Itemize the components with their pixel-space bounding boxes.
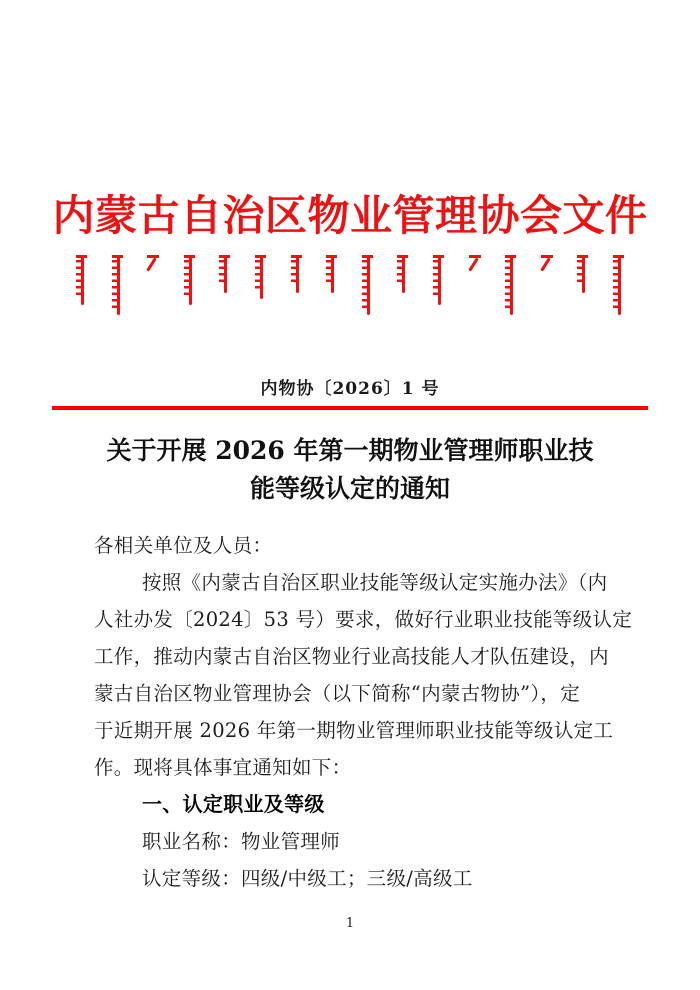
mongolian-glyph (147, 255, 159, 273)
mongolian-glyph (505, 255, 516, 315)
mongolian-glyph (613, 255, 624, 315)
mongolian-glyph (577, 255, 588, 293)
mongolian-glyph (469, 255, 481, 273)
mongolian-glyph (255, 255, 266, 299)
mongolian-glyph (76, 255, 87, 305)
document-body (94, 527, 633, 897)
list-item: 职业名称：物业管理师 (142, 830, 341, 853)
body-line: 工作，推动内蒙古自治区物业行业高技能人才队伍建设，内 (94, 645, 609, 668)
page-number: 1 (345, 916, 355, 931)
section-heading: 一、认定职业及等级 (142, 792, 325, 816)
list-item: 认定等级：四级/中级工；三级/高级工 (142, 867, 473, 890)
mongolian-glyph (397, 255, 408, 293)
mongolian-glyph (326, 255, 337, 293)
body-line: 于近期开展 2026 年第一期物业管理师职业技能等级认定工 (94, 719, 614, 742)
body-line: 人社办发〔2024〕53 号）要求，做好行业职业技能等级认定 (94, 608, 633, 631)
body-line: 按照《内蒙古自治区职业技能等级认定实施办法》（内 (142, 571, 608, 594)
document-number: 内物协〔2026〕1 号 (260, 379, 440, 399)
mongolian-glyph (219, 255, 230, 293)
mongolian-script-decoration (76, 255, 624, 319)
red-separator-line (52, 406, 648, 410)
body-line: 作。现将具体事宜通知如下： (94, 756, 352, 779)
mongolian-glyph (362, 255, 373, 315)
mongolian-glyph (291, 255, 302, 293)
mongolian-glyph (112, 255, 123, 315)
document-title-line1: 关于开展 2026 年第一期物业管理师职业技 (106, 436, 594, 465)
salutation: 各相关单位及人员： (94, 534, 273, 557)
body-line: 蒙古自治区物业管理协会（以下简称“内蒙古物协”），定 (94, 682, 580, 705)
mongolian-glyph (541, 255, 553, 273)
mongolian-glyph (433, 255, 444, 305)
org-document-header: 内蒙古自治区物业管理协会文件 (52, 191, 648, 240)
document-title (40, 432, 660, 508)
mongolian-glyph (184, 255, 195, 305)
document-title-line2: 能等级认定的通知 (249, 474, 450, 503)
